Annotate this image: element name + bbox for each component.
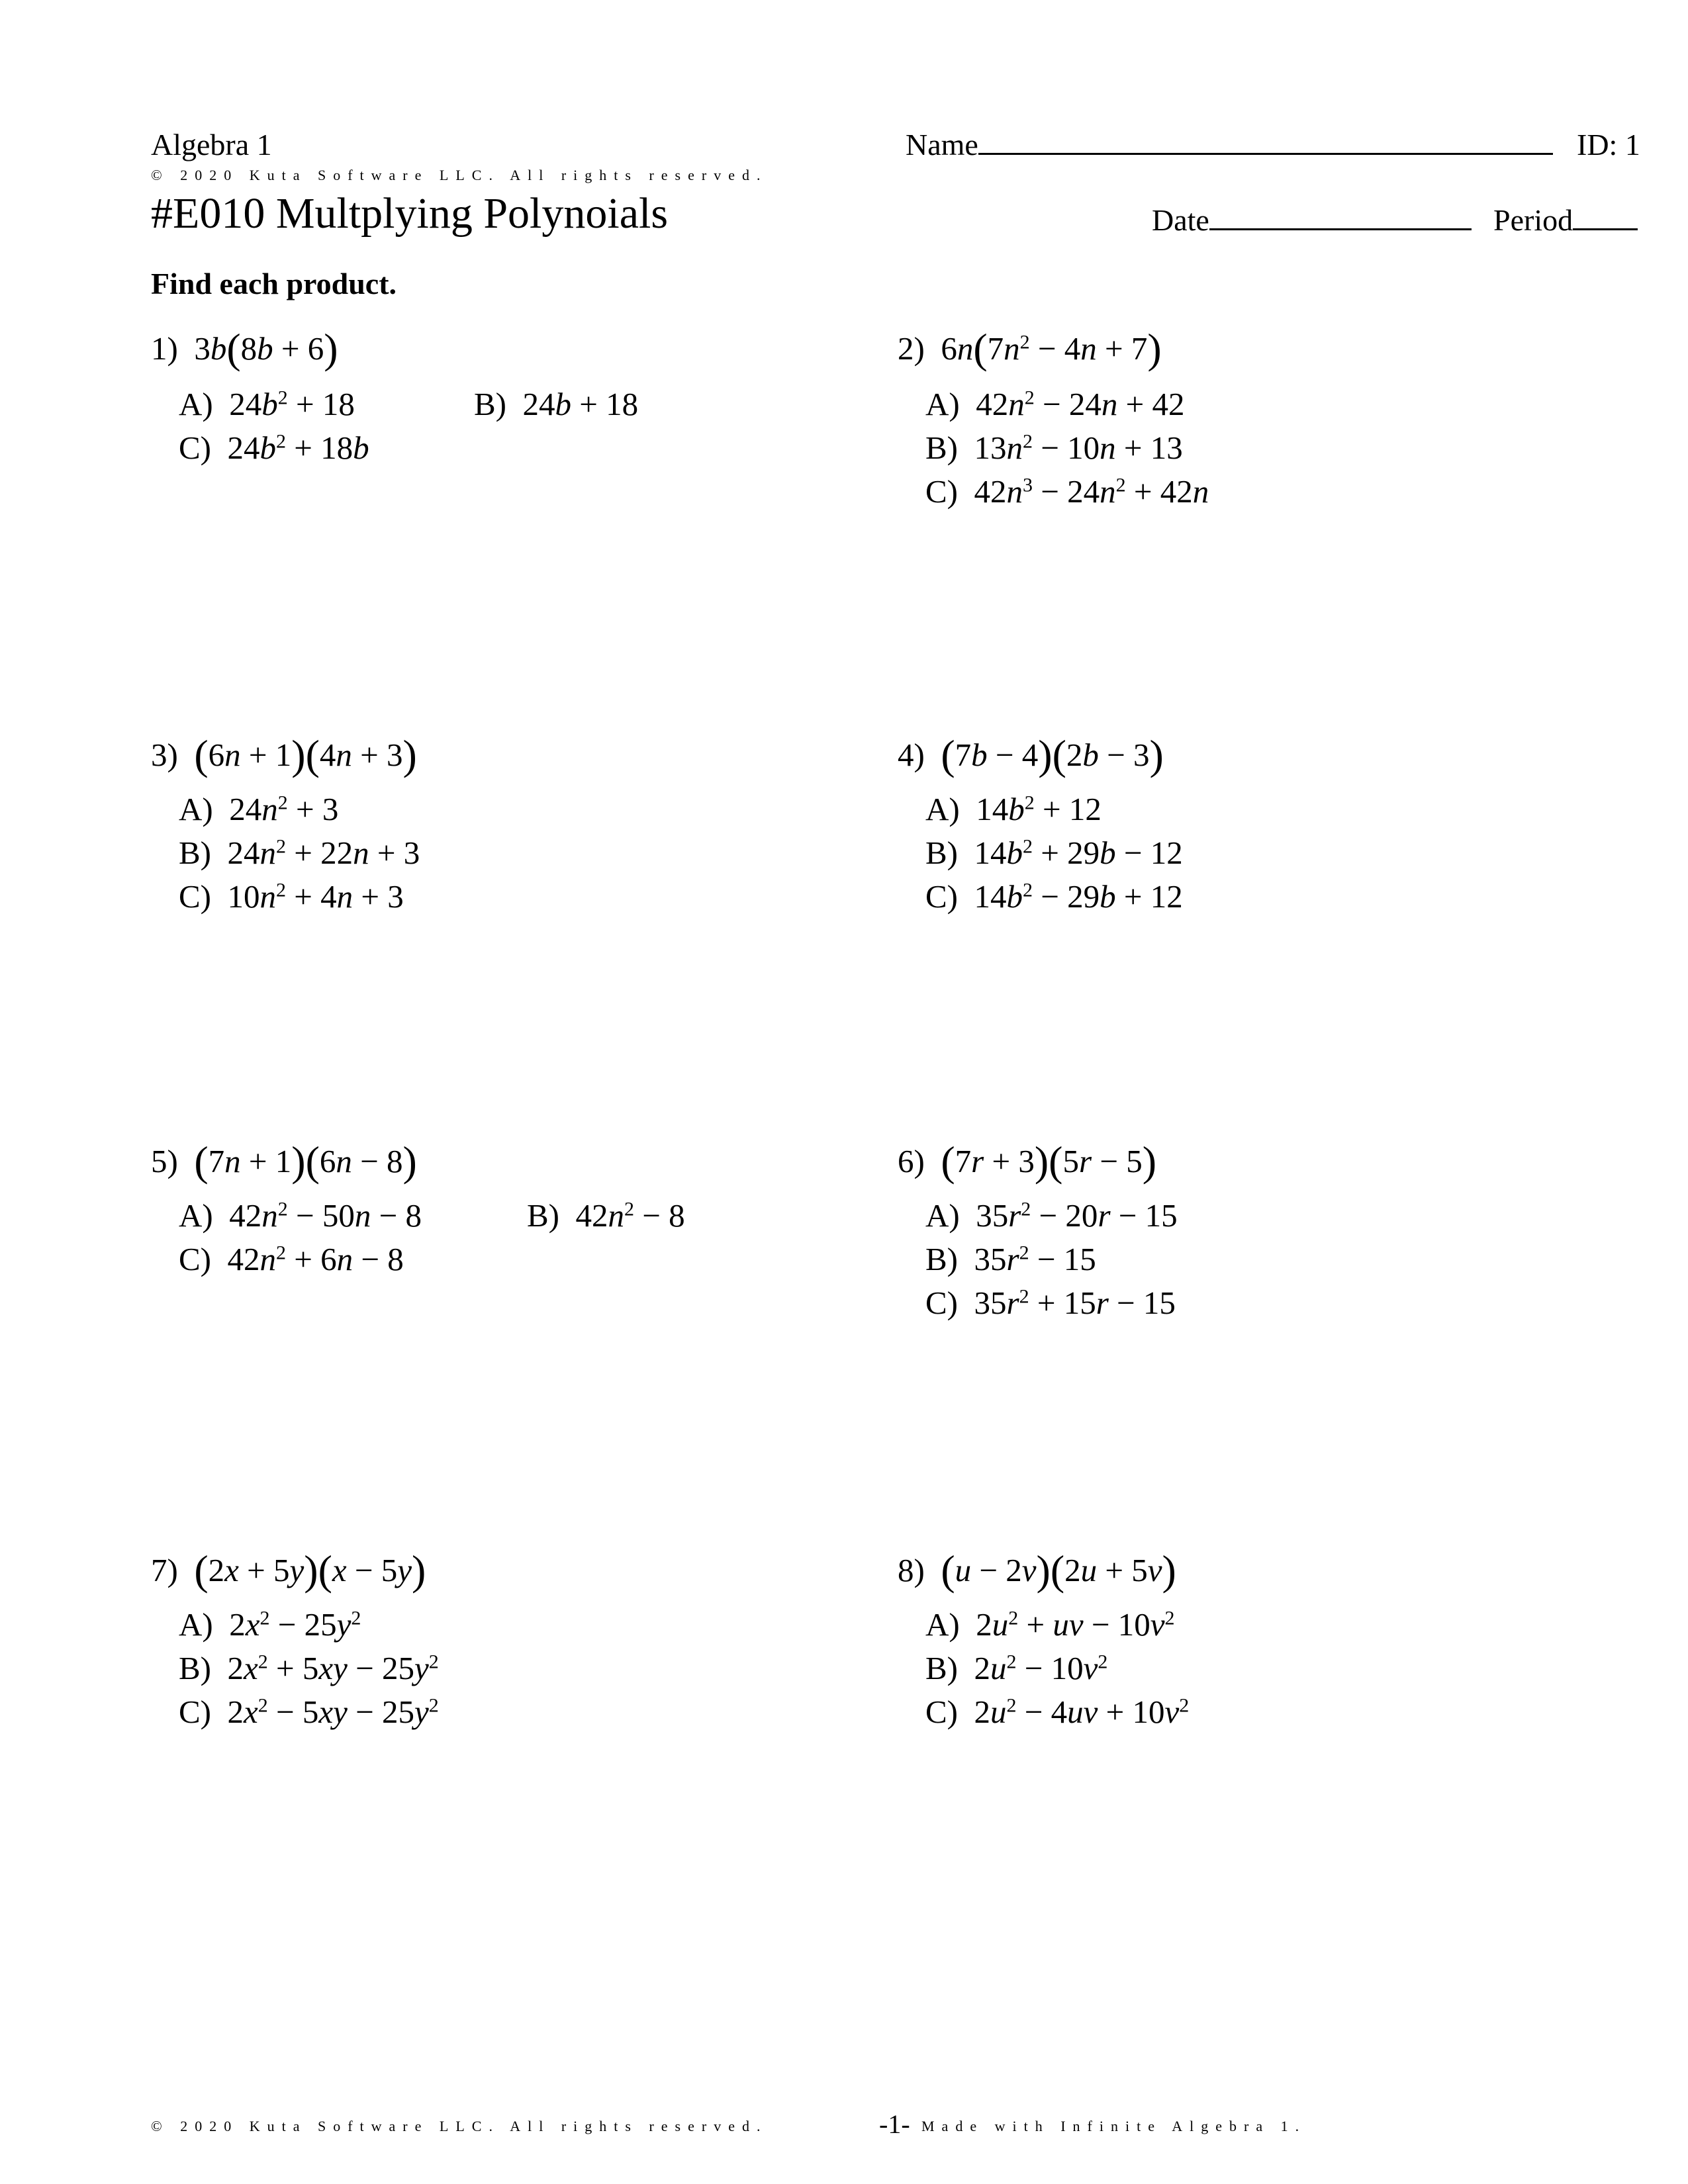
problem-7: 7) (2x + 5y)(x − 5y) (151, 1547, 426, 1594)
problem-6: 6) (7r + 3)(5r − 5) (898, 1138, 1157, 1185)
name-label: Name (906, 128, 978, 161)
footer-copyright: © 2020 Kuta Software LLC. All rights reserved. (151, 2118, 768, 2134)
choice-3c[interactable]: C) $10n^2 + 4n + 3$ (179, 878, 404, 915)
choice-3a[interactable]: A) $24n^2 + 3$ (179, 791, 339, 827)
name-field[interactable] (906, 130, 1553, 160)
choice-6b[interactable]: B) $35r^2 - 15$ (925, 1241, 1096, 1277)
choice-5a[interactable]: A) $42n^2 - 50n - 8$ (179, 1197, 422, 1234)
problem-number: 1) (151, 330, 178, 367)
period-field[interactable] (1493, 205, 1638, 236)
id-label: ID: 1 (1577, 128, 1640, 161)
choice-5c[interactable]: C) $42n^2 + 6n - 8$ (179, 1241, 404, 1277)
footer-made-with: Made with Infinite Algebra 1. (921, 2118, 1307, 2134)
choice-6c[interactable]: C) $35r^2 + 15r - 15$ (925, 1285, 1176, 1321)
problem-4: 4) (7b − 4)(2b − 3) (898, 731, 1164, 779)
choice-1b[interactable]: B) 24b + 18 (474, 386, 639, 422)
page-number: -1- (879, 2109, 910, 2139)
choice-5b[interactable]: B) $42n^2 - 8$ (527, 1197, 685, 1234)
choice-4c[interactable]: C) $14b^2 - 29b + 12$ (925, 878, 1183, 915)
choice-4b[interactable]: B) $14b^2 + 29b - 12$ (925, 835, 1183, 871)
problem-8: 8) (u − 2v)(2u + 5v) (898, 1547, 1176, 1594)
choice-1c[interactable]: C) $24b^2 + 18b$ (179, 430, 369, 466)
choice-2b[interactable]: B) $13n^2 - 10n + 13$ (925, 430, 1183, 466)
problem-number: 5) (151, 1143, 178, 1179)
name-blank-line (978, 152, 1553, 155)
course-name: Algebra 1 (151, 128, 272, 161)
choice-7a[interactable]: A) $2x^2 - 25y^2$ (179, 1606, 361, 1643)
problem-number: 6) (898, 1143, 925, 1179)
problem-number: 7) (151, 1552, 178, 1588)
problem-number: 3) (151, 737, 178, 773)
problem-3: 3) (6n + 1)(4n + 3) (151, 731, 417, 779)
worksheet-title: #E010 Multplying Polynoials (151, 189, 669, 238)
problem-number: 4) (898, 737, 925, 773)
choice-6a[interactable]: A) $35r^2 - 20r - 15$ (925, 1197, 1178, 1234)
date-field[interactable] (1152, 205, 1472, 236)
period-label: Period (1493, 203, 1573, 237)
problem-2: 2) $6n(7n^2 - 4n + 7)$ (898, 325, 1162, 373)
problem-number: 8) (898, 1552, 925, 1588)
choice-7b[interactable]: B) $2x^2 + 5xy - 25y^2$ (179, 1650, 439, 1686)
problem-1: 1) 3b(8b + 6) (151, 325, 338, 373)
choice-8c[interactable]: C) $2u^2 - 4uv + 10v^2$ (925, 1694, 1190, 1730)
header-copyright: © 2020 Kuta Software LLC. All rights reserved. (151, 167, 768, 183)
choice-1a[interactable]: A) $24b^2 + 18$ (179, 386, 355, 422)
period-blank-line (1573, 227, 1638, 230)
choice-7c[interactable]: C) $2x^2 - 5xy - 25y^2$ (179, 1694, 439, 1730)
choice-8b[interactable]: B) $2u^2 - 10v^2$ (925, 1650, 1108, 1686)
problem-number: 2) (898, 330, 925, 367)
choice-2c[interactable]: C) $42n^3 - 24n^2 + 42n$ (925, 473, 1209, 510)
choice-3b[interactable]: B) $24n^2 + 22n + 3$ (179, 835, 420, 871)
choice-2a[interactable]: A) $42n^2 - 24n + 42$ (925, 386, 1185, 422)
instructions: Find each product. (151, 267, 397, 300)
choice-4a[interactable]: A) $14b^2 + 12$ (925, 791, 1102, 827)
date-label: Date (1152, 203, 1209, 237)
problem-5: 5) (7n + 1)(6n − 8) (151, 1138, 417, 1185)
choice-8a[interactable]: A) $2u^2$ + uv − $10v^2$ (925, 1606, 1175, 1643)
date-blank-line (1209, 227, 1472, 230)
